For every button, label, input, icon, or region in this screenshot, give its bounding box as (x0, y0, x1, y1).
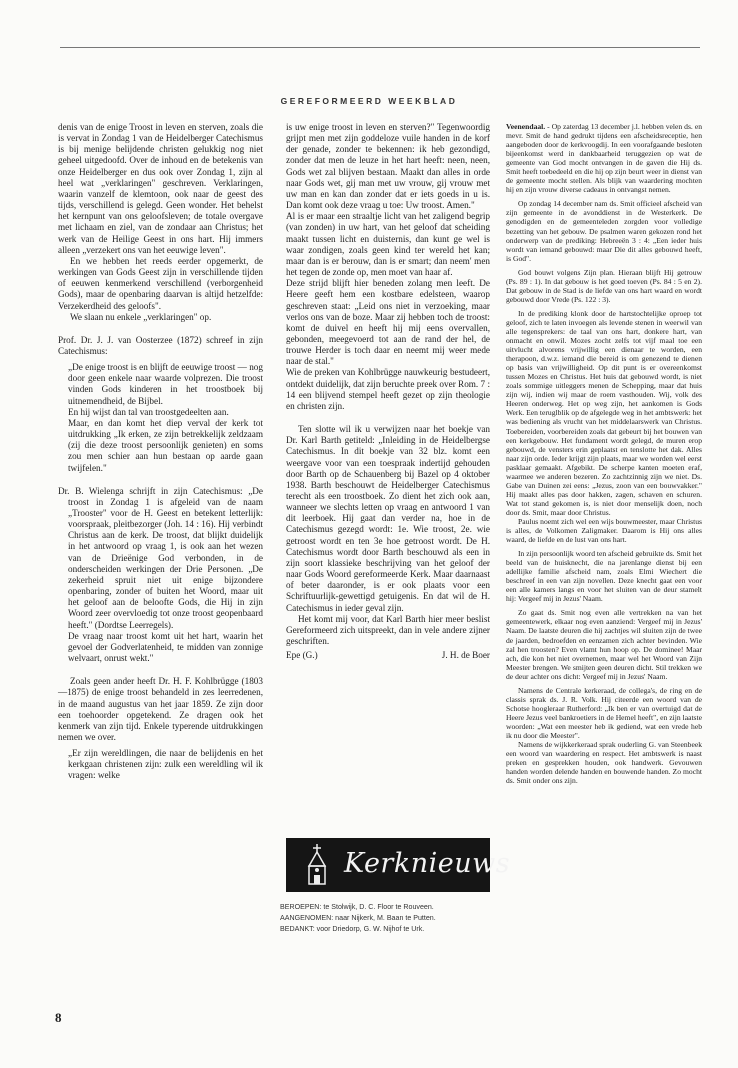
paragraph: Namens de Centrale kerkeraad, de collega's, de ring en de classis sprak ds. J. R. Volk. Hij citeerde een woord van de Schotse hoogleraar Rutherford: „Ik ben er van overtuigd dat de Heere Jezus veel bankroetiers in de Hemel heeft", en zijn laatste woorden: „Wat een meester heb ik gediend, wat een vrede heb ik nu door die Meester". (506, 685, 702, 740)
column-3 (506, 122, 702, 785)
paragraph: We slaan nu enkele „verklaringen" op. (70, 311, 212, 322)
signature-name: J. H. de Boer (441, 650, 490, 661)
paragraph: Deze strijd blijft hier beneden zolang men leeft. De Heere geeft hem een kostbare edelsteen, waarop geschreven staat: „Leid ons niet in verzoeking, maar verlos ons van de boze. Maar zij hebben toch de troost: komt de duivel en heeft hij mij eens overvallen, gebonden, meegevoerd tot aan de rand der hel, de trouwe Herder is toch daar en neemt mij weer mede naar de stal." (286, 278, 490, 367)
paragraph-text: - Op zaterdag 13 december j.l. hebben velen ds. en mevr. Smit de hand gedrukt tijdens een afscheidsreceptie, hen aangeboden door de kerkvoogdij. In een voorafgaande besloten bijeenkomst werd in dankbaarheid teruggezien op wat de gemeente van God mocht ontvangen in de gaven die Hij ds. Smit heeft toebedeeld en die hij op zijn beurt weer in dienst van de gemeente mocht stellen. Als blijk van waardering mochten hij en zijn vrouw diverse cadeaus in ontvangst nemen. (506, 122, 702, 195)
kerknieuws-banner (286, 838, 511, 892)
paragraph: Prof. Dr. J. J. van Oosterzee (1872) schreef in zijn Catechismus: (58, 334, 263, 356)
church-news-briefs (280, 902, 495, 934)
page-header: GEREFORMEERD WEEKBLAD (280, 96, 458, 106)
paragraph: Het komt mij voor, dat Karl Barth hier meer beslist Gereformeerd zich uitspreekt, dan in vele andere zijner geschriften. (286, 613, 490, 647)
paragraph: Ten slotte wil ik u verwijzen naar het boekje van Dr. Karl Barth getiteld: „Inleiding in de Heidelbergse Catechismus. In dit boekje van 32 blz. komt een weergave voor van een toespraak indertijd gehouden door Barth op de Schauenberg bij Bazel op 4 oktober 1938. Barth beschouwt de Heidelberger Catechismus terecht als een troostboek. Zo dient het zich ook aan, wanneer we slechts letten op vraag en antwoord 1 van dit leerboek. Hij gaat dan verder na, hoe in de Catechismus gezegd wordt: 1e. Wie troost, 2e. wie getroost wordt en ten 3e hoe getroost wordt. De H. Catechismus wordt door Barth beschouwd als een in zijn soort klassieke beschrijving van het geloof der naar Gods Woord gereformeerde Kerk. Maar daarnaast of beter daaronder, is er ook plaats voor een Schriftuurlijk-gewettigd getuigenis. En dat wil de H. Catechismus in ieder geval zijn. (286, 424, 490, 613)
dateline: Veenendaal. (506, 122, 546, 131)
paragraph: denis van de enige Troost in leven en sterven, zoals die is vervat in Zondag 1 van de Heidelberger Catechismus is bij menige belijdende christen gelukkig nog niet geheel uitgedoofd. Over de inhoud en de betekenis van onze Heidelberger en dus ook over Zondag 1, zijn al heel wat „verklaringen" geschreven. Verklaringen, waarin vanzelf de klemtoon, ook naar de geest des tijds, verschillend is gelegd. Geen wonder. Het behelst het kernpunt van ons geloofsleven; de totale overgave met lichaam en ziel, van de zondaar aan Christus; het werk van de Heilige Geest in ons hart. Hij immers alleen „verzekert ons van het eeuwige leven". (58, 122, 263, 255)
column-1 (58, 122, 263, 782)
brief-line: AANGENOMEN: naar Nijkerk, M. Baan te Putten. (280, 913, 436, 922)
quote: De vraag naar troost komt uit het hart, waarin het gevoel der Godverlatenheid, te midden van zonnige welvaart, onrust wekt." (68, 630, 263, 664)
paragraph: Zoals geen ander heeft Dr. H. F. Kohlbrügge (1803—1875) de enige troost behandeld in zes leerredenen, in de maand augustus van het jaar 1859. Ze zijn door een toehoorder opgetekend. Ze dragen ook het kenmerk van zijn tijd. Enkele typerende uitdrukkingen nemen we over. (58, 676, 263, 742)
paragraph: In zijn persoonlijk woord ten afscheid gebruikte ds. Smit het beeld van de huisknecht, die na jarenlange dienst bij een adellijke familie afscheid nam, zoals Elmi Wiechert die beschreef in een van zijn novellen. Deze knecht gaat een voor een alle kamers langs en voor het sluiten van de deur stamelt hij: Vergeef mij in Jezus' Naam. (506, 549, 702, 604)
column-2 (286, 122, 490, 661)
brief-line: BEROEPEN: te Stolwijk, D. C. Floor te Rouveen. (280, 903, 434, 911)
signature (286, 650, 490, 661)
quote: Maar, en dan komt het diep verval der kerk tot uitdrukking „Ik erken, ze zijn betrekkelijk zeldzaam (zij die deze troost persoonlijk genieten) en soms zou men schier aan hun bestaan op aarde gaan twijfelen." (68, 417, 263, 473)
paragraph: Zo gaat ds. Smit nog even alle vertrekken na van het gemeentewerk, elkaar nog even aanziend: Vergeef mij in Jezus' Naam. De laatste deuren die hij zachtjes wil sluiten zijn de twee de jaarden, bedroefden en eenzamen zich achter bevinden. Wie zal hen troosten? Even vlamt hun hoop op. De dominee! Maar ach, die kon het niet overnemen, maar wel het Woord van Zijn Meester brengen. We smijten geen deuren dicht. Stil trekken we de deur achter ons dicht: Vergeef mij in Jezus' Naam. (506, 608, 702, 681)
paragraph: Op zondag 14 december nam ds. Smit officieel afscheid van zijn gemeente in de avonddienst in de Westerkerk. De genodigden en de gemeenteleden zorgden voor volledige bezetting van het gebouw. De psalmen waren gekozen rond het onderwerp van de prediking: Hebreeën 3 : 4: „Een ieder huis wordt van iemand gebouwd: maar Die dit alles gebouwd heeft, is God". (506, 199, 702, 263)
paragraph: Dr. B. Wielenga schrijft in zijn Catechismus: „De troost in Zondag 1 is afgeleid van de naam „Trooster" voor de H. Geest en betekent letterlijk: voorspraak, pleitbezorger (Joh. 14 : 16). Hij verbindt Christus aan de kerk. De troost, dat blijkt duidelijk in het antwoord op vraag 1, is ook aan het wezen van de Drieënige God verbonden, in de onderscheiden werkingen der Drie Personen. „De zekerheid spruit niet uit enige bijzondere openbaring, zonder of buiten het Woord, maar uit het geloof aan de beloofte Gods, die Hij in zijn Woord zeer overvloedig tot onze troost geopenbaard heeft." (Dordtse Leerregels). (58, 485, 263, 630)
paragraph: Wie de preken van Kohlbrügge nauwkeurig bestudeert, ontdekt duidelijk, dat zijn beruchte preek over Rom. 7 : 14 een blijvend stempel heeft gezet op zijn theologie en christen zijn. (286, 367, 490, 411)
top-rule (60, 47, 700, 48)
paragraph: Al is er maar een straaltje licht van het zaligend begrip (van zonden) in uw hart, van het geloof dat scheiding maakt tussen licht en duisternis, dan kunt ge wel is waar zondigen, zoals geen kind ter wereld het kan; maar dan is er berouw, dan is er smart; dan neem' men het tegen de zonde op, men moet van haar af. (286, 211, 490, 278)
church-icon (294, 842, 340, 888)
paragraph: In de prediking klonk door de hartstochtelijke oproep tot geloof, zich te laten invoegen als levende stenen in weerwil van alle tegensprekers: de taal van ons hart, donkere hart, van onmacht en onwil. Mozes zocht zelfs tot vijf maal toe een uitvlucht alvorens vrijwillig een dienaar te worden, een therapoon, d.w.z. iemand die bereid is om genezend te dienen op basis van vrijwilligheid. Op dit punt is er overeenkomst tussen Mozes en Christus. Het huis dat gebouwd wordt, is niet zoals sommige uitleggers menen de Schepping, maar dat huis zijn wij, indien wij maar de roem vasthouden. Wij, volk des Heeren onderweg. Het op weg zijn, het aankomen is Gods Werk. Een teruglblik op de afgelegde weg in het ambtswerk: het was bediening als vrucht van het middelaarswerk van Christus. Toebereiden, voorbereiden zoals dat gebeurt bij het bouwen van een kerkgebouw. Het fundament wordt gelegd, de muren erop gebouwd, de vensters erin geplaatst en tenslotte het dak. Alles naar zijn orde. Ieder krijgt zijn plaats, maar we worden wel eerst pasklaar gemaakt. Afgebikt. De scherpe kanten moeten eraf, waarmee we anderen bezeren. Zo zachtzinnig zijn we niet. Ds. Gabe van Duinen zei eens: „Jezus, zoon van een bouwvakker." Hij maakt alles pas door hakken, zagen, schaven en schuren. Wat tot stand gekomen is, is niet door menselijk doen, noch door ds. Smit, maar door Christus. (506, 308, 702, 517)
paragraph: God bouwt volgens Zijn plan. Hieraan blijft Hij getrouw (Ps. 89 : 1). In dat gebouw is het goed toeven (Ps. 84 : 5 en 2). Dat gebouw in de Stad is de liefde van ons hart waard en wordt gebouwd door Vrede (Ps. 122 : 3). (506, 267, 702, 304)
paragraph: En we hebben het reeds eerder opgemerkt, de werkingen van Gods Geest zijn in verschillende tijden of eeuwen kenmerkend verschillend (verborgenheid Gods), maar de openbaring daarvan is altijd hetzelfde: Verzekerdheid des geloofs". (58, 255, 263, 311)
paragraph (506, 122, 702, 194)
paragraph: Namens de wijkkerkeraad sprak ouderling G. van Steenbeek een woord van waardering en respect. Het ambtswerk is naast preken en gesprekken houden, ook handwerk. Gevouwen handen worden delende handen en bouwende handen. Zo mocht ds. Smit onder ons zijn. (506, 740, 702, 786)
page-number: 8 (55, 1010, 62, 1025)
brief-line: BEDANKT: voor Driedorp, G. W. Nijhof te Urk. (280, 924, 425, 933)
banner-title: Kerknieuws (344, 848, 511, 879)
quote: „De enige troost is en blijft de eeuwige troost — nog door geen enkele naar waarde volprezen. Die troost vinden Gods kinderen in het troostboek bij uitnemendheid, de Bijbel. (68, 362, 263, 406)
paragraph: Paulus noemt zich wel een wijs bouwmeester, maar Christus is alles, de Volkomen Zaligmaker. Daarom is Hij ons alles waard, de liefde en de lust van ons hart. (506, 516, 702, 545)
signature-place: Epe (G.) (286, 650, 318, 661)
quote: En hij wijst dan tal van troostgedeelten aan. (68, 406, 229, 417)
quote: „Er zijn wereldlingen, die naar de belijdenis en het kerkgaan christenen zijn: zulk een wereldling wil ik vragen: welke (68, 748, 263, 781)
paragraph: is uw enige troost in leven en sterven?" Tegenwoordig grijpt men met zijn goddeloze vuile handen in de korf der genade, zonder te bekennen: ik heb gezondigd, zonder dat men de leuze in het hart heeft: neen, neen, Gods wet zal blijven bestaan. Maakt dan alles in orde naar Gods wet, gij man met uw vrouw, gij vrouw met uw man en kan dan zonder dat er iets goeds in u is. Dan komt ook deze vraag u toe: Uw troost. Amen." (286, 122, 490, 211)
